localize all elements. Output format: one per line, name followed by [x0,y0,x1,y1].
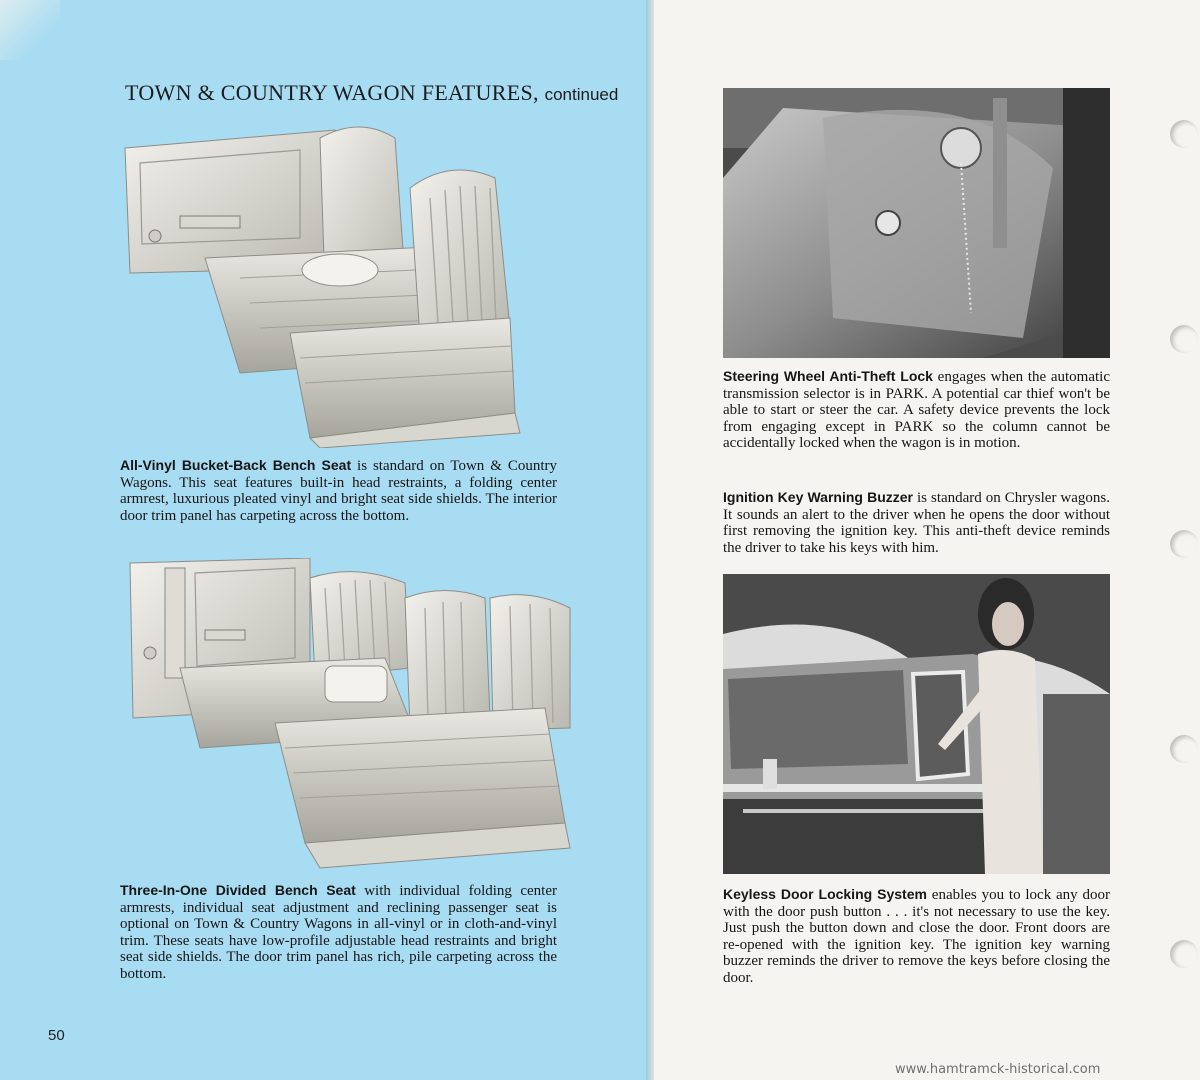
anti-theft-lock-caption [723,368,1110,452]
binder-hole [1170,940,1198,968]
keyless-locking-caption-body: enables you to lock any door with the door push button . . . it's not necessary to use the key. Just push the button down and close the door. Front doors are re-opened with the ignition key. The ignition key warning buzzer reminds the driver to remove the keys before closing the door. [723,887,1111,986]
binder-hole [1170,735,1198,763]
divided-seat-caption-body: with individual folding center armrests, individual seat adjustment and reclining passenger seat is optional on Town & Country Wagons in all-vinyl or in cloth-and-vinyl trim. These seats have low-profile adjustable head restraints and bright seat side shields. The door trim panel has rich, pile carpeting across the bottom. [120,883,557,982]
anti-theft-lock-caption-body: engages when the automatic transmission selector is in PARK. A potential car thief won't be able to start or steer the car. A safety device prevents the lock from engaging except in PARK so the column cannot be accidentally locked when the wagon is in motion. [723,369,1110,452]
keyless-locking-caption-lead: Keyless Door Locking System [723,886,927,902]
page-spine [646,0,654,1080]
binder-hole [1170,325,1198,353]
binder-hole [1170,120,1198,148]
bucket-seat-caption-body: is standard on Town & Country Wagons. This seat features built-in head restraints, a folding center armrest, luxurious pleated vinyl and bright seat side shields. The interior door trim panel has carpeting across the bottom. [120,458,557,524]
keyless-locking-caption [723,886,1110,987]
page-number: 50 [48,1027,65,1044]
divided-seat-caption-lead: Three-In-One Divided Bench Seat [120,882,356,898]
warning-buzzer-caption-body: is standard on Chrysler wagons. It sounds an alert to the driver when he opens the door without first removing the ignition key. This anti-theft device reminds the driver to take his keys with him. [723,490,1111,556]
bucket-seat-caption [120,457,557,524]
warning-buzzer-caption-lead: Ignition Key Warning Buzzer [723,489,913,505]
page-corner-fold [0,0,60,60]
page-title [125,80,625,106]
keyless-door-photo [723,574,1110,874]
steering-column-lock-photo [723,88,1110,358]
divided-bench-seat-illustration [125,558,575,876]
binder-hole [1170,530,1198,558]
anti-theft-lock-caption-lead: Steering Wheel Anti-Theft Lock [723,368,933,384]
page-title-suffix: continued [544,85,619,104]
divided-seat-caption [120,882,557,983]
page-title-main: TOWN & COUNTRY WAGON FEATURES, [125,80,539,105]
watermark: www.hamtramck-historical.com [895,1062,1101,1077]
bucket-seat-caption-lead: All-Vinyl Bucket-Back Bench Seat [120,457,352,473]
bucket-bench-seat-illustration [120,118,540,448]
warning-buzzer-caption [723,489,1110,556]
